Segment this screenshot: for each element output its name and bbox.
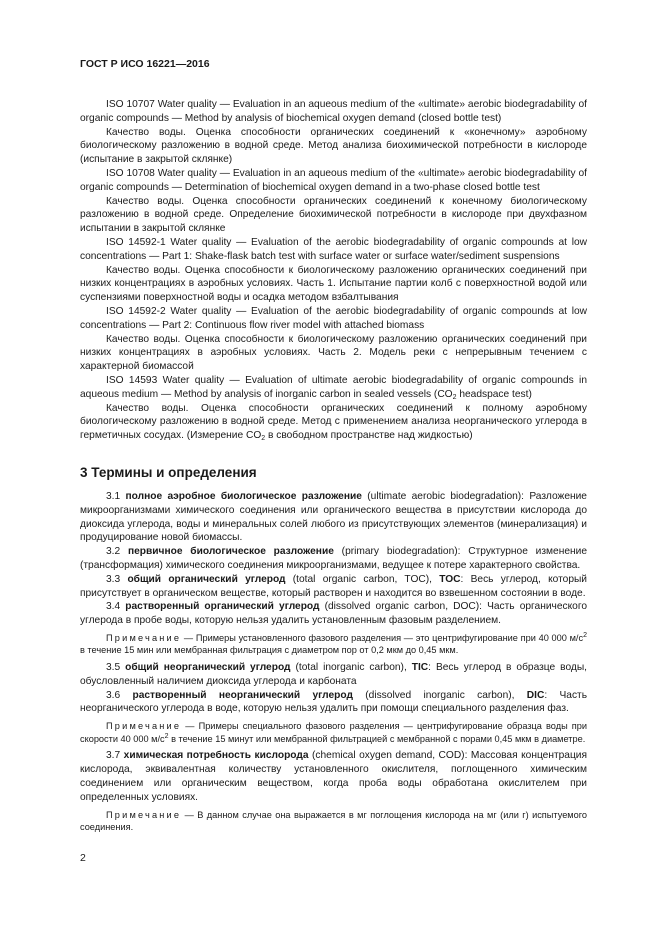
term-definition: 3.1 полное аэробное биологическое разложение (ultimate aerobic biodegradation): Разложение микроорганизмами химического соединения или органического вещества в присутствии кислорода до диоксида углерода, воды и минеральных солей любого из присутствующих элементов (минерализация) и продуцирование новой биомассы. <box>80 490 587 544</box>
reference-ru: Качество воды. Оценка способности к биологическому разложению органических соединений при низких концентрациях в аэробных условиях. Часть 2. Модель реки с непрерывным течением с характерной биомассой <box>80 333 587 373</box>
reference-en: ISO 14592-1 Water quality — Evaluation of the aerobic biodegradability of organic compounds at low concentrations — Part 1: Shake-flask batch test with surface water or surface water/sediment suspensions <box>80 236 587 262</box>
term-definition: 3.3 общий органический углерод (total organic carbon, TOC), TOC: Весь углерод, который присутствует в органическом веществе, который растворен и находится во взвешенном состоянии в воде. <box>80 573 587 599</box>
reference-en: ISO 10707 Water quality — Evaluation in an aqueous medium of the «ultimate» aerobic biodegradability of organic compounds — Method by analysis of biochemical oxygen demand (closed bottle test) <box>80 99 587 124</box>
note: Примечание — Примеры установленного фазового разделения — это центрифугирование при 40 000 $м/с^2$ в течение 15 мин или мембранная фильтрация с диаметром пор от 0,2 мкм до 0,45 мкм. <box>80 631 587 656</box>
reference-ru: Качество воды. Оценка способности к биологическому разложению органических соединений при низких концентрациях в аэробных условиях. Часть 1. Испытание партии колб с поверхностной водой или суспензиями поверхностной воды и осадка методом взбалтывания <box>80 264 587 304</box>
reference-en: ISO 14592-2 Water quality — Evaluation of the aerobic biodegradability of organic compounds at low concentrations — Part 2: Continuous flow river model with attached biomass <box>80 305 587 331</box>
reference-ru: Качество воды. Оценка способности органических соединений к конечному биологическому разложению в водной среде. Определение биохимической потребности в кислороде при двухфазном испытании в закрытой склянке <box>80 195 587 235</box>
note: Примечание — Примеры специального фазового разделения — центрифугирование образца воды при скорости 40 000 $м/с^2$ в течение 15 минут или мембранной фильтрацией с мембранной с порами 0,45 мкм в диаметре. <box>80 721 587 744</box>
reference-en: ISO 10708 Water quality — Evaluation in an aqueous medium of the «ultimate» aerobic biodegradability of organic compounds — Determination of biochemical oxygen demand in a two-phase closed bottle test <box>80 167 587 193</box>
reference-en: ISO 14593 Water quality — Evaluation of ultimate aerobic biodegradability of organic compounds in aqueous medium — Method by analysis of inorganic carbon in sealed vessels ($CO_2$ headspace test) <box>80 374 587 401</box>
note: Примечание — В данном случае она выражается в мг поглощения кислорода на мг (или г) испытуемого соединения. <box>80 809 587 833</box>
reference-ru: Качество воды. Оценка способности органических соединений к полному аэробному биологическому разложению в водной среде. Метод с применением анализа неорганического углерода в герметичных сосудах. (Измерение $CO_2$ в свободном пространстве над жидкостью) <box>80 402 587 443</box>
term-definition: 3.6 растворенный неорганический углерод (dissolved inorganic carbon), DIC: Часть неорганического углерода в воде, которую нельзя удалить при помощи специального разделения фаз. <box>80 689 588 715</box>
page-number: 2 <box>80 852 86 864</box>
section-title: 3 Термины и определения <box>80 464 257 480</box>
reference-ru: Качество воды. Оценка способности органических соединений к «конечному» аэробному биологическому разложению в водной среде. Метод анализа биохимической потребности в кислороде (испытание в закрытой склянке) <box>80 126 587 166</box>
term-definition: 3.2 первичное биологическое разложение (primary biodegradation): Структурное изменение (трансформация) химического соединения микроорганизмами, ведущее к потере характерного свойства. <box>80 546 587 571</box>
term-definition: 3.7 химическая потребность кислорода (chemical oxygen demand, COD): Массовая концентрация кислорода, эквивалентная количеству установленного окислителя, поглощенного химическим соединением или органическим веществом, когда проба воды обработана окислителем при определенных условиях. <box>80 750 587 803</box>
document-header: ГОСТ Р ИСО 16221—2016 <box>80 58 210 70</box>
term-definition: 3.4 растворенный органический углерод (dissolved organic carbon, DOC): Часть органического углерода в пробе воды, которую нельзя удалить установленным фазовым разделением. <box>80 601 587 627</box>
page-content <box>80 98 587 837</box>
term-definition: 3.5 общий неорганический углерод (total inorganic carbon), TIC: Весь углерод в образце воды, обусловленный наличием диоксида углерода и карбоната <box>80 662 587 687</box>
